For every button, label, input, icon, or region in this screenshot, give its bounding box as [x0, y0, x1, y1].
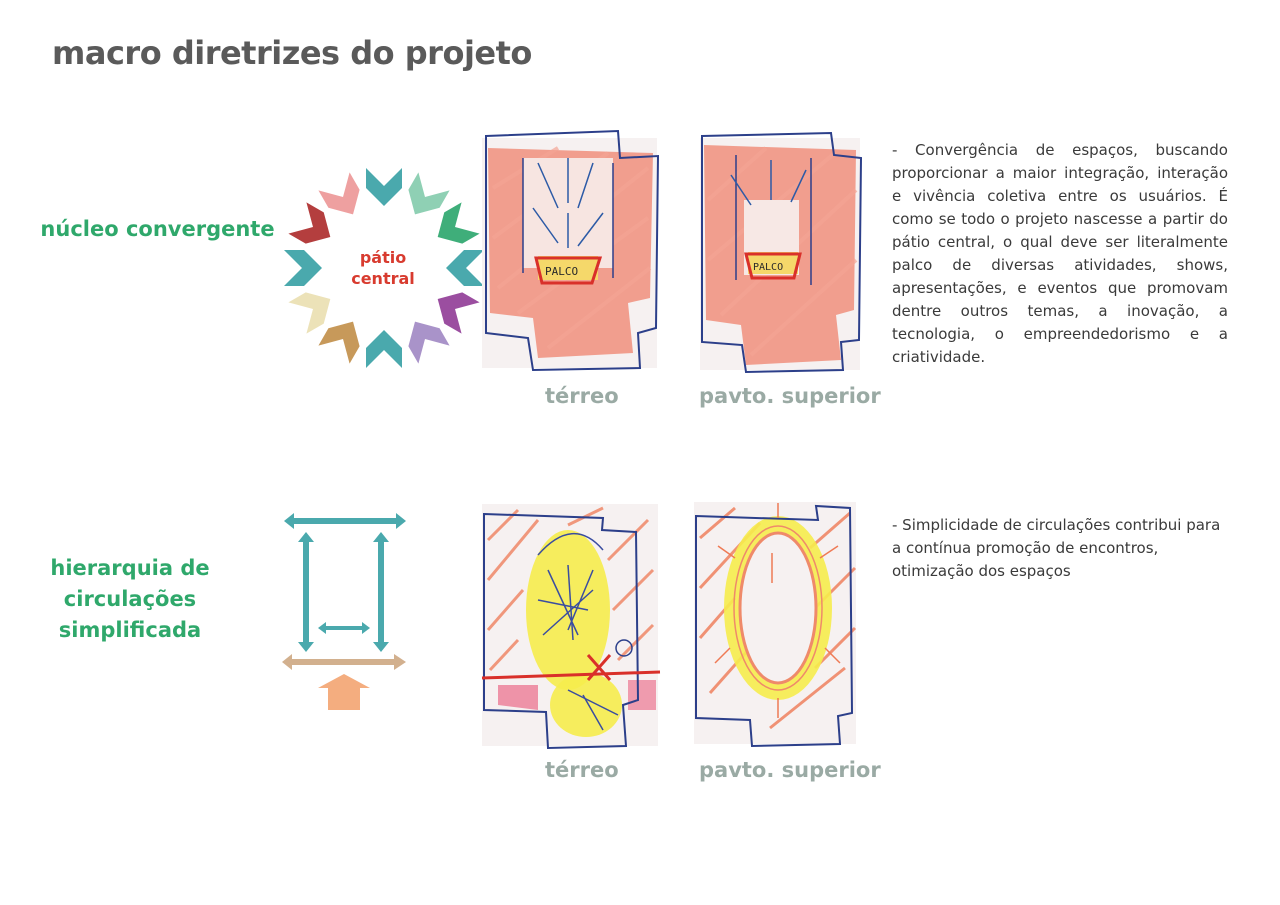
converging-arrow-icon [366, 168, 402, 206]
circulation-hierarchy-diagram [280, 510, 412, 715]
sketch-superior-convergente [696, 130, 866, 375]
patio-central-label: pátio central [351, 248, 415, 288]
palco-sketch-text-superior: PALCO [753, 262, 784, 273]
converging-arrow-icon [288, 202, 339, 252]
converging-arrow-icon [318, 313, 368, 364]
converging-arrow-icon [399, 313, 449, 364]
converging-arrow-icon [429, 202, 480, 252]
converging-arrow-icon [429, 283, 480, 333]
converging-arrow-icon [399, 172, 449, 223]
converging-arrow-icon [288, 283, 339, 333]
sketch-superior-circulacao [690, 498, 860, 748]
converging-arrow-icon [284, 250, 322, 286]
caption-terreo-2: térreo [545, 758, 619, 782]
description-nucleo: - Convergência de espaços, buscando proporcionar a maior integração, interação e vivência coletiva entre os usuários. É como se todo o projeto nascesse a partir do pátio central, o qual deve ser literalmente palco de diversas atividades, shows, apresentações, e eventos que promovam dentre outros temas, a inovação, a tecnologia, o empreendedorismo e a criatividade. [892, 141, 1228, 366]
palco-sketch-text: PALCO [545, 265, 579, 278]
sketch-terreo-circulacao [478, 500, 663, 750]
sketch-terreo-convergente [478, 128, 663, 373]
section-label-hierarquia: hierarquia de circulações simplificada [50, 556, 210, 642]
converging-arrow-icon [366, 330, 402, 368]
caption-terreo-1: térreo [545, 384, 619, 408]
converging-arrow-icon [318, 172, 368, 223]
caption-pavto-superior-2: pavto. superior [699, 758, 881, 782]
caption-pavto-superior-1: pavto. superior [699, 384, 881, 408]
section-label-nucleo: núcleo convergente [40, 217, 275, 241]
description-hierarquia: - Simplicidade de circulações contribui para a contínua promoção de encontros, otimização dos espaços [892, 516, 1221, 580]
page-title: macro diretrizes do projeto [52, 34, 532, 72]
